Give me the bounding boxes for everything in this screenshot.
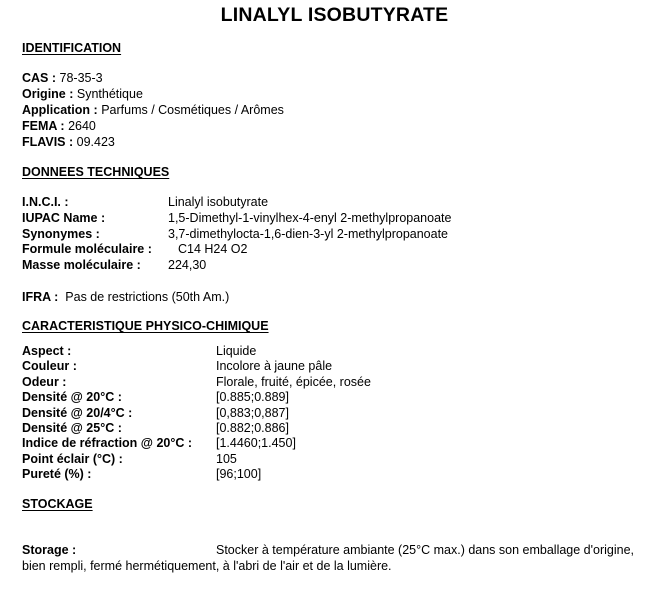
document-title: LINALYL ISOBUTYRATE <box>220 4 449 26</box>
aspect-value: Liquide <box>216 344 257 358</box>
origine-label: Origine : <box>22 87 74 101</box>
application-line <box>22 102 284 118</box>
couleur-value: Incolore à jaune pâle <box>216 359 333 373</box>
ifra-label: IFRA : <box>22 290 59 304</box>
masse-label: Masse moléculaire : <box>22 258 141 272</box>
densite-20-4-label: Densité @ 20/4°C : <box>22 406 133 420</box>
aspect-label: Aspect : <box>22 344 72 358</box>
physico-heading: CARACTERISTIQUE PHYSICO-CHIMIQUE <box>22 319 269 333</box>
odeur-value: Florale, fruité, épicée, rosée <box>216 375 371 389</box>
cas-label: CAS : <box>22 71 57 85</box>
flavis-label: FLAVIS : <box>22 135 74 149</box>
stockage-heading: STOCKAGE <box>22 497 93 511</box>
iupac-label: IUPAC Name : <box>22 211 106 225</box>
application-value: Parfums / Cosmétiques / Arômes <box>101 103 284 117</box>
couleur-label: Couleur : <box>22 359 77 373</box>
storage-value-line2: bien rempli, fermé hermétiquement, à l'abri de l'air et de la lumière. <box>22 559 392 573</box>
cas-value: 78-35-3 <box>59 71 103 85</box>
densite-20-label: Densité @ 20°C : <box>22 390 122 404</box>
technical-heading: DONNEES TECHNIQUES <box>22 165 170 179</box>
point-eclair-label: Point éclair (°C) : <box>22 452 123 466</box>
storage-value-line1: Stocker à température ambiante (25°C max.) dans son emballage d'origine, <box>216 543 635 557</box>
ifra-value: Pas de restrictions (50th Am.) <box>65 290 230 304</box>
densite-20-value: [0.885;0.889] <box>216 390 289 404</box>
purete-label: Pureté (%) : <box>22 467 92 481</box>
densite-25-label: Densité @ 25°C : <box>22 421 122 435</box>
point-eclair-value: 105 <box>216 452 237 466</box>
synonymes-value: 3,7-dimethylocta-1,6-dien-3-yl 2-methylpropanoate <box>168 227 449 241</box>
flavis-value: 09.423 <box>76 135 115 149</box>
refraction-label: Indice de réfraction @ 20°C : <box>22 436 193 450</box>
flavis-line <box>22 134 115 150</box>
iupac-value: 1,5-Dimethyl-1-vinylhex-4-enyl 2-methylpropanoate <box>168 211 452 225</box>
inci-label: I.N.C.I. : <box>22 195 69 209</box>
formule-label: Formule moléculaire : <box>22 242 152 256</box>
fema-line <box>22 118 96 134</box>
fema-label: FEMA : <box>22 119 65 133</box>
masse-value: 224,30 <box>168 258 207 272</box>
densite-20-4-value: [0,883;0,887] <box>216 406 289 420</box>
fema-value: 2640 <box>68 119 96 133</box>
storage-label: Storage : <box>22 543 77 557</box>
origine-value: Synthétique <box>76 87 143 101</box>
ifra-line <box>22 289 229 305</box>
inci-value: Linalyl isobutyrate <box>168 195 269 209</box>
origine-line <box>22 86 143 102</box>
identification-heading: IDENTIFICATION <box>22 41 122 55</box>
application-label: Application : <box>22 103 98 117</box>
refraction-value: [1.4460;1.450] <box>216 436 296 450</box>
cas-line <box>22 70 103 86</box>
synonymes-label: Synonymes : <box>22 227 100 241</box>
formule-value: C14 H24 O2 <box>178 242 248 256</box>
purete-value: [96;100] <box>216 467 262 481</box>
densite-25-value: [0.882;0.886] <box>216 421 289 435</box>
odeur-label: Odeur : <box>22 375 67 389</box>
